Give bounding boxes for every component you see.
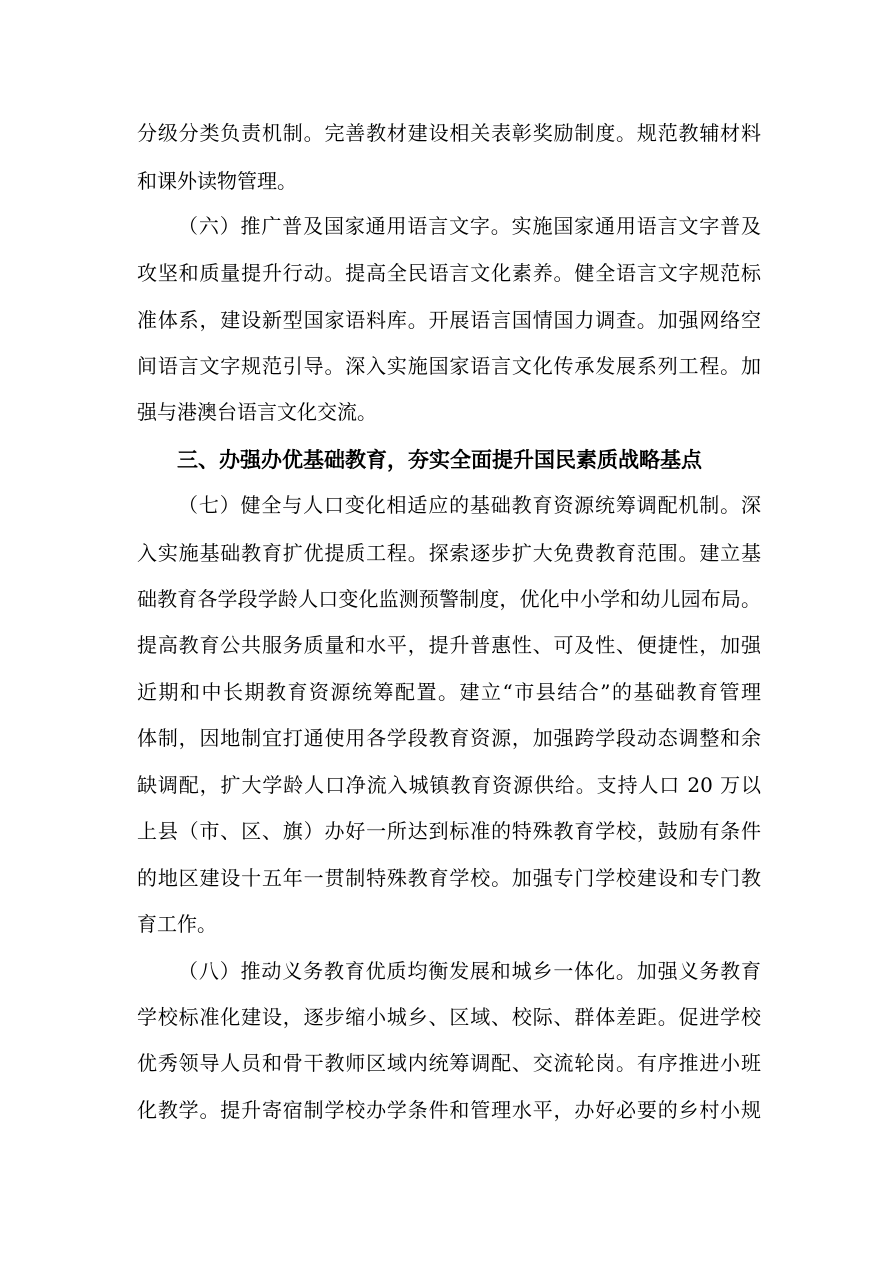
body-line: 优秀领导人员和骨干教师区域内统筹调配、交流轮岗。有序推进小班 — [137, 1051, 761, 1075]
body-line: 上县（市、区、旗）办好一所达到标准的特殊教育学校，鼓励有条件 — [137, 819, 761, 843]
body-line: 和课外读物管理。 — [137, 169, 297, 193]
body-line-first: （八）推动义务教育优质均衡发展和城乡一体化。加强义务教育 — [178, 959, 761, 983]
body-line: 准体系，建设新型国家语料库。开展语言国情国力调查。加强网络空 — [137, 308, 761, 332]
body-line: 体制，因地制宜打通使用各学段教育资源，加强跨学段动态调整和余 — [137, 726, 761, 750]
body-line: 的地区建设十五年一贯制特殊教育学校。加强专门学校建设和专门教 — [137, 866, 761, 890]
body-line: 近期和中长期教育资源统筹配置。建立“市县结合”的基础教育管理 — [137, 680, 761, 704]
body-line: 分级分类负责机制。完善教材建设相关表彰奖励制度。规范教辅材料 — [137, 121, 761, 145]
body-line: 学校标准化建设，逐步缩小城乡、区域、校际、群体差距。促进学校 — [137, 1005, 761, 1029]
body-line: 提高教育公共服务质量和水平，提升普惠性、可及性、便捷性，加强 — [137, 633, 761, 657]
body-line: 间语言文字规范引导。深入实施国家语言文化传承发展系列工程。加 — [137, 354, 761, 378]
body-line-first: （七）健全与人口变化相适应的基础教育资源统筹调配机制。深 — [178, 493, 761, 517]
body-line: 强与港澳台语言文化交流。 — [137, 400, 377, 424]
body-line: 入实施基础教育扩优提质工程。探索逐步扩大免费教育范围。建立基 — [137, 541, 761, 565]
body-line-first: （六）推广普及国家通用语言文字。实施国家通用语言文字普及 — [178, 214, 761, 238]
body-line: 攻坚和质量提升行动。提高全民语言文化素养。健全语言文字规范标 — [137, 261, 761, 285]
body-line: 缺调配，扩大学龄人口净流入城镇教育资源供给。支持人口 20 万以 — [137, 773, 761, 797]
body-line: 础教育各学段学龄人口变化监测预警制度，优化中小学和幼儿园布局。 — [137, 587, 761, 611]
body-line: 化教学。提升寄宿制学校办学条件和管理水平，办好必要的乡村小规 — [137, 1098, 761, 1122]
section-heading: 三、办强办优基础教育，夯实全面提升国民素质战略基点 — [177, 448, 702, 472]
body-line: 育工作。 — [137, 912, 217, 936]
